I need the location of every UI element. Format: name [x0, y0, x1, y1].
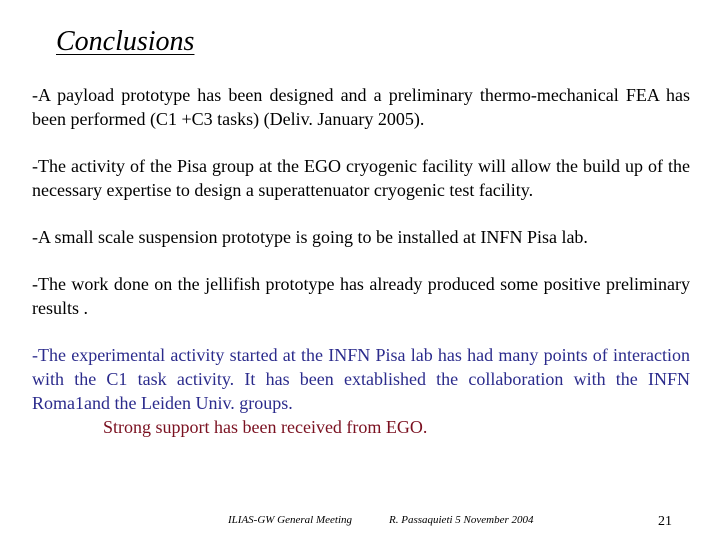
- slide-title: Conclusions: [56, 26, 195, 57]
- conclusion-experimental-activity: -The experimental activity started at the INFN Pisa lab has had many points of interaction with the C1 task activity. It has been extablished the collaboration with the INFN Roma1and the Leiden Univ. groups.: [32, 345, 690, 413]
- ego-support-statement: Strong support has been received from EGO.: [103, 417, 428, 437]
- conclusion-suspension-prototype: -A small scale suspension prototype is going to be installed at INFN Pisa lab.: [32, 227, 588, 247]
- conclusion-pisa-group-activity: -The activity of the Pisa group at the EGO cryogenic facility will allow the build up of the necessary expertise to design a superattenuator cryogenic test facility.: [32, 156, 690, 200]
- footer-author-date: R. Passaquieti 5 November 2004: [389, 514, 534, 526]
- page-number: 21: [658, 514, 672, 529]
- conclusion-payload-prototype: -A payload prototype has been designed and a preliminary thermo-mechanical FEA has been performed (C1 +C3 tasks) (Deliv. January 2005).: [32, 85, 690, 129]
- footer-meeting-name: ILIAS-GW General Meeting: [228, 514, 353, 526]
- slide-body: [32, 83, 690, 439]
- conclusion-jellifish-results: -The work done on the jellifish prototype has already produced some positive preliminary results .: [32, 274, 690, 318]
